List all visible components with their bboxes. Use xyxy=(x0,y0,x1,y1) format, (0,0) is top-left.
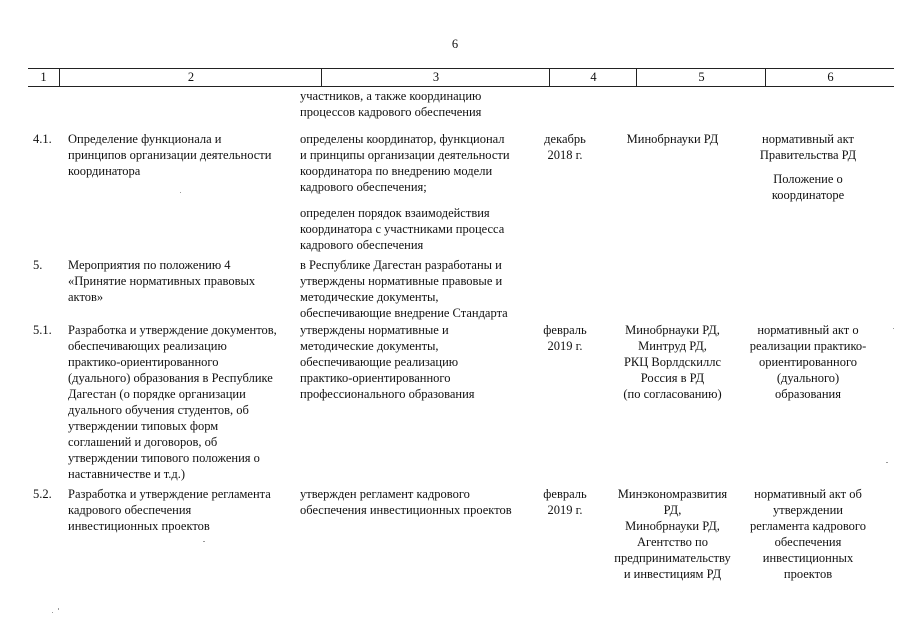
row-result: в Республике Дагестан разработаны и утверждены нормативные правовые и методические документы, обеспечивающие внедрение Стандарта xyxy=(300,258,508,320)
scan-speck xyxy=(180,192,181,193)
row-result: утверждены нормативные и методические документы, обеспечивающие реализацию практико-ориентированного профессионального образования xyxy=(300,323,475,401)
row-document-extra: Положение о координаторе xyxy=(771,172,845,202)
header-col-2: 2 xyxy=(59,69,322,86)
row-deadline: декабрь 2018 г. xyxy=(544,132,586,162)
row-number: 4.1. xyxy=(33,132,52,146)
row-result: определены координатор, функционал и принципы организации деятельности координатора по внедрению модели кадрового обеспечения; xyxy=(300,132,510,194)
row-event: Определение функционала и принципов организации деятельности координатора xyxy=(68,132,272,178)
scan-speck xyxy=(886,462,888,463)
row-result-extra: определен порядок взаимодействия координатора с участниками процесса кадрового обеспечения xyxy=(300,206,505,252)
header-col-4: 4 xyxy=(549,69,637,86)
row-event: Разработка и утверждение документов, обеспечивающих реализацию практико-ориентированного (дуального) образования в Республике Дагестан (о порядке организации дуального обучения студентов, об утверждении типовых форм соглашений и договоров, об утверждении типового положения о наставничестве и т.д.) xyxy=(68,323,277,481)
table-header xyxy=(28,68,894,87)
row-result: утвержден регламент кадрового обеспечения инвестиционных проектов xyxy=(300,487,512,517)
row-number: 5.2. xyxy=(33,487,52,501)
row-event: Разработка и утверждение регламента кадрового обеспечения инвестиционных проектов xyxy=(68,487,271,533)
row-document: нормативный акт об утверждении регламента кадрового обеспечения инвестиционных проектов xyxy=(750,487,866,581)
scan-speck xyxy=(58,608,59,610)
row-responsible: Минобрнауки РД, Минтруд РД, РКЦ Ворлдскиллс Россия в РД (по согласованию) xyxy=(623,323,722,401)
header-col-3: 3 xyxy=(321,69,550,86)
page-number: 6 xyxy=(451,37,459,51)
row-event: Мероприятия по положению 4 «Принятие нормативных правовых актов» xyxy=(68,258,256,304)
scan-speck xyxy=(52,612,53,613)
continued-result: участников, а также координацию процессов кадрового обеспечения xyxy=(300,89,482,119)
scan-speck xyxy=(893,328,894,329)
scan-speck xyxy=(203,541,205,542)
header-col-5: 5 xyxy=(636,69,766,86)
row-number: 5. xyxy=(33,258,43,272)
row-responsible: Минэкономразвития РД, Минобрнауки РД, Агентство по предпринимательству и инвестициям РД xyxy=(614,487,731,581)
row-document: нормативный акт Правительства РД xyxy=(759,132,857,162)
row-number: 5.1. xyxy=(33,323,52,337)
header-col-1: 1 xyxy=(40,70,47,84)
header-col-6: 6 xyxy=(765,69,895,86)
row-deadline: февраль 2019 г. xyxy=(543,323,587,353)
row-responsible: Минобрнауки РД xyxy=(626,132,719,146)
row-deadline: февраль 2019 г. xyxy=(543,487,587,517)
row-document: нормативный акт о реализации практико- ориентированного (дуального) образования xyxy=(749,323,867,401)
